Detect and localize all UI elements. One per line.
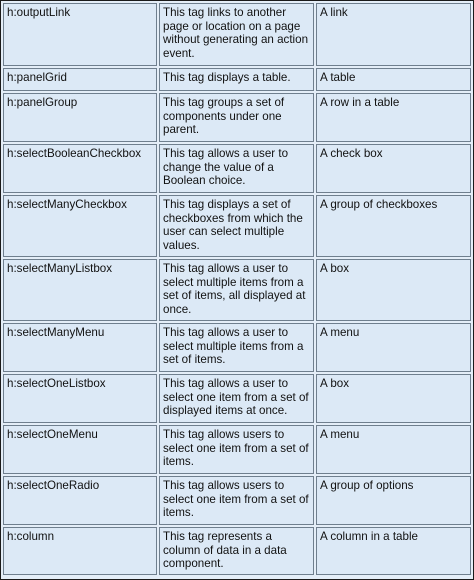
output-cell: A menu bbox=[316, 425, 471, 474]
output-cell: A check box bbox=[316, 144, 471, 193]
tag-cell: h:selectManyCheckbox bbox=[3, 195, 157, 257]
description-cell: This tag groups a set of components under one parent. bbox=[159, 93, 314, 142]
description-cell: This tag allows users to select one item from a set of items. bbox=[159, 476, 314, 525]
table-row bbox=[3, 374, 471, 423]
description-cell: This tag allows users to select one item from a set of items. bbox=[159, 425, 314, 474]
output-cell: A menu bbox=[316, 323, 471, 372]
description-cell: This tag allows a user to select multiple items from a set of items. bbox=[159, 323, 314, 372]
tag-cell: h:selectOneRadio bbox=[3, 476, 157, 525]
table-row bbox=[3, 3, 471, 66]
description-cell: This tag allows a user to select one item from a set of displayed items at once. bbox=[159, 374, 314, 423]
table-row bbox=[3, 476, 471, 525]
description-cell: This tag links to another page or location on a page without generating an action event. bbox=[159, 3, 314, 66]
output-cell: A column in a table bbox=[316, 527, 471, 575]
output-cell: A group of options bbox=[316, 476, 471, 525]
output-cell: A table bbox=[316, 68, 471, 91]
tag-cell: h:selectBooleanCheckbox bbox=[3, 144, 157, 193]
tag-cell: h:panelGrid bbox=[3, 68, 157, 91]
description-cell: This tag represents a column of data in a data component. bbox=[159, 527, 314, 575]
tag-cell: h:outputLink bbox=[3, 3, 157, 66]
table-row bbox=[3, 323, 471, 372]
tag-cell: h:selectManyListbox bbox=[3, 259, 157, 321]
table-row bbox=[3, 527, 471, 575]
tag-cell: h:selectManyMenu bbox=[3, 323, 157, 372]
description-cell: This tag allows a user to change the value of a Boolean choice. bbox=[159, 144, 314, 193]
tag-cell: h:panelGroup bbox=[3, 93, 157, 142]
table-row bbox=[3, 68, 471, 91]
description-cell: This tag allows a user to select multiple items from a set of items, all displayed at once. bbox=[159, 259, 314, 321]
table-row bbox=[3, 195, 471, 257]
tag-cell: h:selectOneListbox bbox=[3, 374, 157, 423]
output-cell: A box bbox=[316, 374, 471, 423]
table-row bbox=[3, 93, 471, 142]
table-row bbox=[3, 425, 471, 474]
output-cell: A box bbox=[316, 259, 471, 321]
table-row bbox=[3, 144, 471, 193]
tag-cell: h:selectOneMenu bbox=[3, 425, 157, 474]
table-row bbox=[3, 259, 471, 321]
description-cell: This tag displays a table. bbox=[159, 68, 314, 91]
output-cell: A row in a table bbox=[316, 93, 471, 142]
output-cell: A link bbox=[316, 3, 471, 66]
jsf-tags-table bbox=[1, 1, 473, 577]
tag-cell: h:column bbox=[3, 527, 157, 575]
description-cell: This tag displays a set of checkboxes from which the user can select multiple values. bbox=[159, 195, 314, 257]
output-cell: A group of checkboxes bbox=[316, 195, 471, 257]
